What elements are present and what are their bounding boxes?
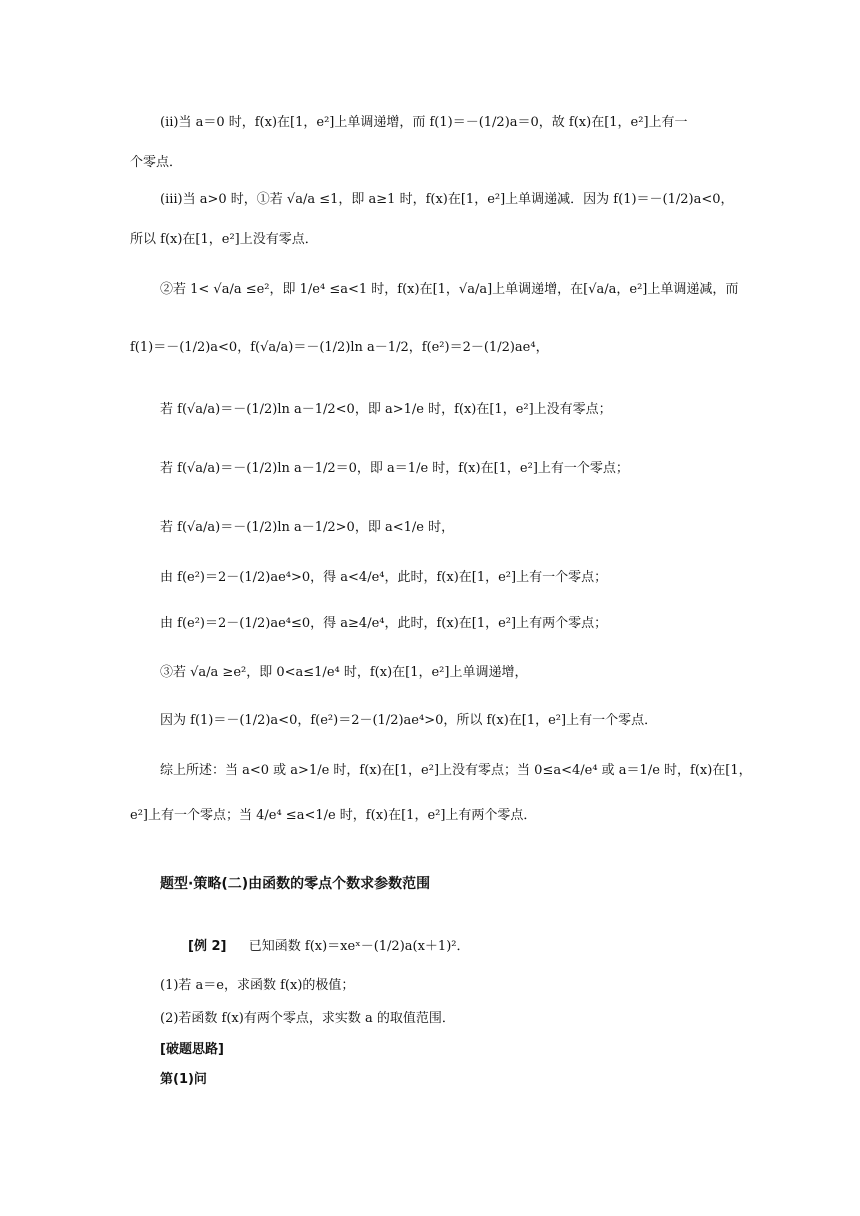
example-block: [188, 937, 469, 957]
text-line: e²]上有一个零点；当 4/e⁴ ≤a<1/e 时，f(x)在[1，e²]上有两个零点．: [130, 808, 537, 823]
text-line: 综上所述：当 a<0 或 a>1/e 时，f(x)在[1，e²]上没有零点；当 0≤a<4/e⁴ 或 a＝1/e 时，f(x)在[1，: [160, 763, 752, 778]
text-line: (ⅲ)当 a>0 时，①若 √a/a ≤1，即 a≥1 时，f(x)在[1，e²]上单调递减．因为 f(1)＝－(1/2)a<0，: [160, 192, 734, 207]
question-2: (2)若函数 f(x)有两个零点，求实数 a 的取值范围．: [160, 1011, 455, 1026]
question-1: (1)若 a＝e，求函数 f(x)的极值；: [160, 978, 355, 993]
text-line: 由 f(e²)＝2－(1/2)ae⁴≤0，得 a≥4/e⁴，此时，f(x)在[1，e²]上有两个零点；: [160, 616, 608, 631]
text-line: 因为 f(1)＝－(1/2)a<0，f(e²)＝2－(1/2)ae⁴>0，所以 f(x)在[1，e²]上有一个零点．: [160, 713, 658, 728]
section-title: 题型·策略(二)由函数的零点个数求参数范围: [160, 876, 431, 892]
text-line: 若 f(√a/a)＝－(1/2)ln a－1/2＝0，即 a＝1/e 时，f(x)在[1，e²]上有一个零点；: [160, 461, 629, 476]
text-line: 若 f(√a/a)＝－(1/2)ln a－1/2<0，即 a>1/e 时，f(x)在[1，e²]上没有零点；: [160, 402, 612, 417]
text-line: 所以 f(x)在[1，e²]上没有零点．: [130, 232, 318, 247]
example-statement: 已知函数 f(x)＝xeˣ－(1/2)a(x＋1)²．: [248, 939, 470, 954]
text-line: 个零点．: [130, 155, 183, 170]
text-line: f(1)＝－(1/2)a<0，f(√a/a)＝－(1/2)ln a－1/2，f(e²)＝2－(1/2)ae⁴，: [130, 340, 549, 355]
text-line: (ⅱ)当 a＝0 时，f(x)在[1，e²]上单调递增，而 f(1)＝－(1/2)a＝0，故 f(x)在[1，e²]上有一: [160, 115, 688, 130]
sub-heading: 第(1)问: [160, 1072, 207, 1087]
hint-heading: [破题思路]: [160, 1042, 224, 1057]
text-line: 若 f(√a/a)＝－(1/2)ln a－1/2>0，即 a<1/e 时，: [160, 520, 455, 535]
example-tag: [例 2]: [188, 939, 227, 954]
text-line: 由 f(e²)＝2－(1/2)ae⁴>0，得 a<4/e⁴，此时，f(x)在[1，e²]上有一个零点；: [160, 570, 608, 585]
text-line: ②若 1< √a/a ≤e²，即 1/e⁴ ≤a<1 时，f(x)在[1，√a/a]上单调递增，在[√a/a，e²]上单调递减，而: [160, 282, 739, 297]
text-line: ③若 √a/a ≥e²，即 0<a≤1/e⁴ 时，f(x)在[1，e²]上单调递增，: [160, 665, 528, 680]
